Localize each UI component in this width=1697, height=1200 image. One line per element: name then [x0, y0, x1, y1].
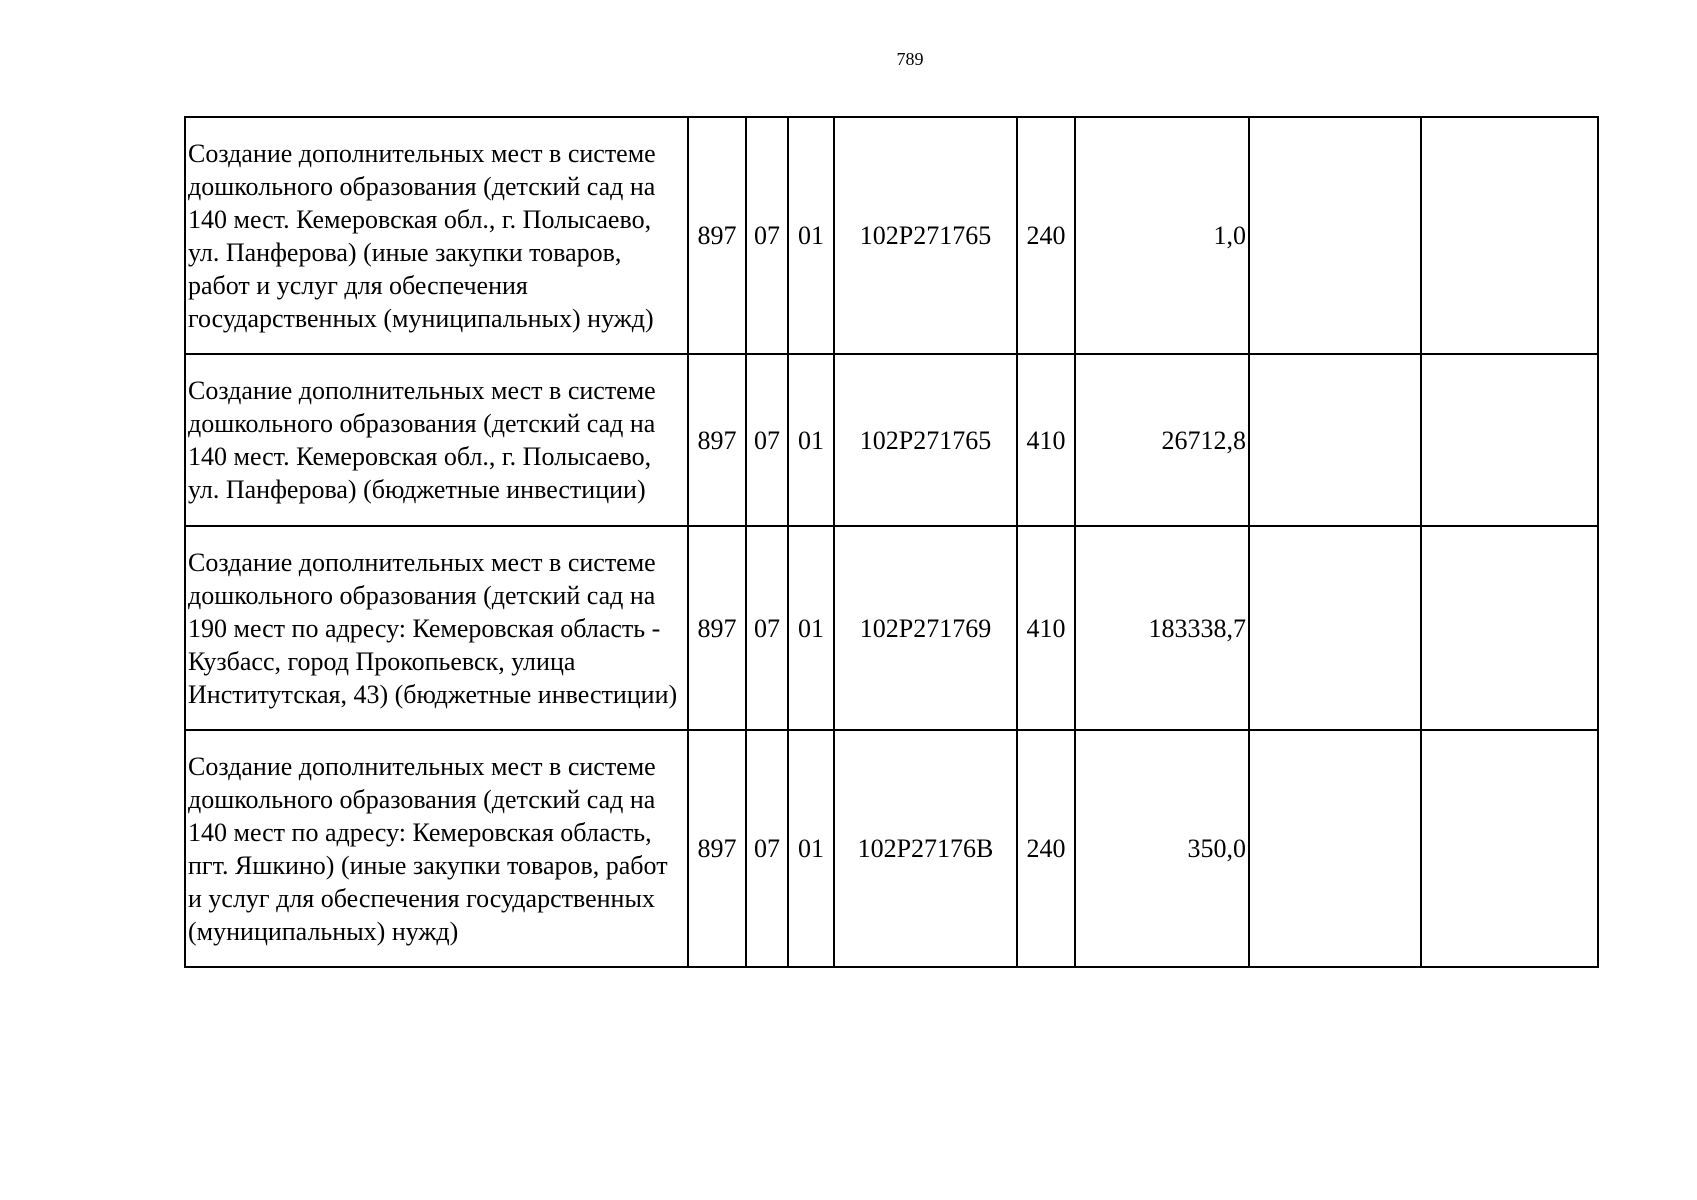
table-row [185, 526, 1598, 730]
ministry-code-cell: 897 [688, 354, 746, 526]
empty-cell [1421, 117, 1598, 354]
subsection-cell: 01 [788, 526, 834, 730]
empty-cell [1249, 730, 1421, 967]
budget-table [184, 116, 1599, 968]
amount-cell: 183338,7 [1075, 526, 1249, 730]
table-row [185, 354, 1598, 526]
table-row [185, 117, 1598, 354]
expense-type-cell: 240 [1017, 117, 1075, 354]
ministry-code-cell: 897 [688, 117, 746, 354]
expense-type-cell: 410 [1017, 526, 1075, 730]
amount-cell: 1,0 [1075, 117, 1249, 354]
expense-name-cell: Создание дополнительных мест в системе дошкольного образования (детский сад на 140 мест. Кемеровская обл., г. Полысаево, ул. Панферова) (бюджетные инвестиции) [185, 354, 688, 526]
ministry-code-cell: 897 [688, 526, 746, 730]
subsection-cell: 01 [788, 354, 834, 526]
empty-cell [1421, 354, 1598, 526]
ministry-code-cell: 897 [688, 730, 746, 967]
section-cell: 07 [746, 117, 788, 354]
expense-type-cell: 240 [1017, 730, 1075, 967]
target-article-cell: 102P271765 [834, 117, 1017, 354]
subsection-cell: 01 [788, 117, 834, 354]
section-cell: 07 [746, 526, 788, 730]
target-article-cell: 102P27176B [834, 730, 1017, 967]
page-number: 789 [896, 49, 924, 69]
empty-cell [1421, 526, 1598, 730]
target-article-cell: 102P271765 [834, 354, 1017, 526]
subsection-cell: 01 [788, 730, 834, 967]
expense-name-cell: Создание дополнительных мест в системе дошкольного образования (детский сад на 140 мест по адресу: Кемеровская область, пгт. Яшкино) (иные закупки товаров, работ и услуг для обеспечения государственных (муниципальных) нужд) [185, 730, 688, 967]
section-cell: 07 [746, 354, 788, 526]
expense-name-cell: Создание дополнительных мест в системе дошкольного образования (детский сад на 140 мест. Кемеровская обл., г. Полысаево, ул. Панферова) (иные закупки товаров, работ и услуг для обеспечения государственных (муниципальных) нужд) [185, 117, 688, 354]
section-cell: 07 [746, 730, 788, 967]
empty-cell [1421, 730, 1598, 967]
empty-cell [1249, 117, 1421, 354]
expense-name-cell: Создание дополнительных мест в системе дошкольного образования (детский сад на 190 мест по адресу: Кемеровская область - Кузбасс, город Прокопьевск, улица Институтская, 43) (бюджетные инвестиции) [185, 526, 688, 730]
amount-cell: 26712,8 [1075, 354, 1249, 526]
target-article-cell: 102P271769 [834, 526, 1017, 730]
empty-cell [1249, 526, 1421, 730]
table-row [185, 730, 1598, 967]
expense-type-cell: 410 [1017, 354, 1075, 526]
amount-cell: 350,0 [1075, 730, 1249, 967]
empty-cell [1249, 354, 1421, 526]
